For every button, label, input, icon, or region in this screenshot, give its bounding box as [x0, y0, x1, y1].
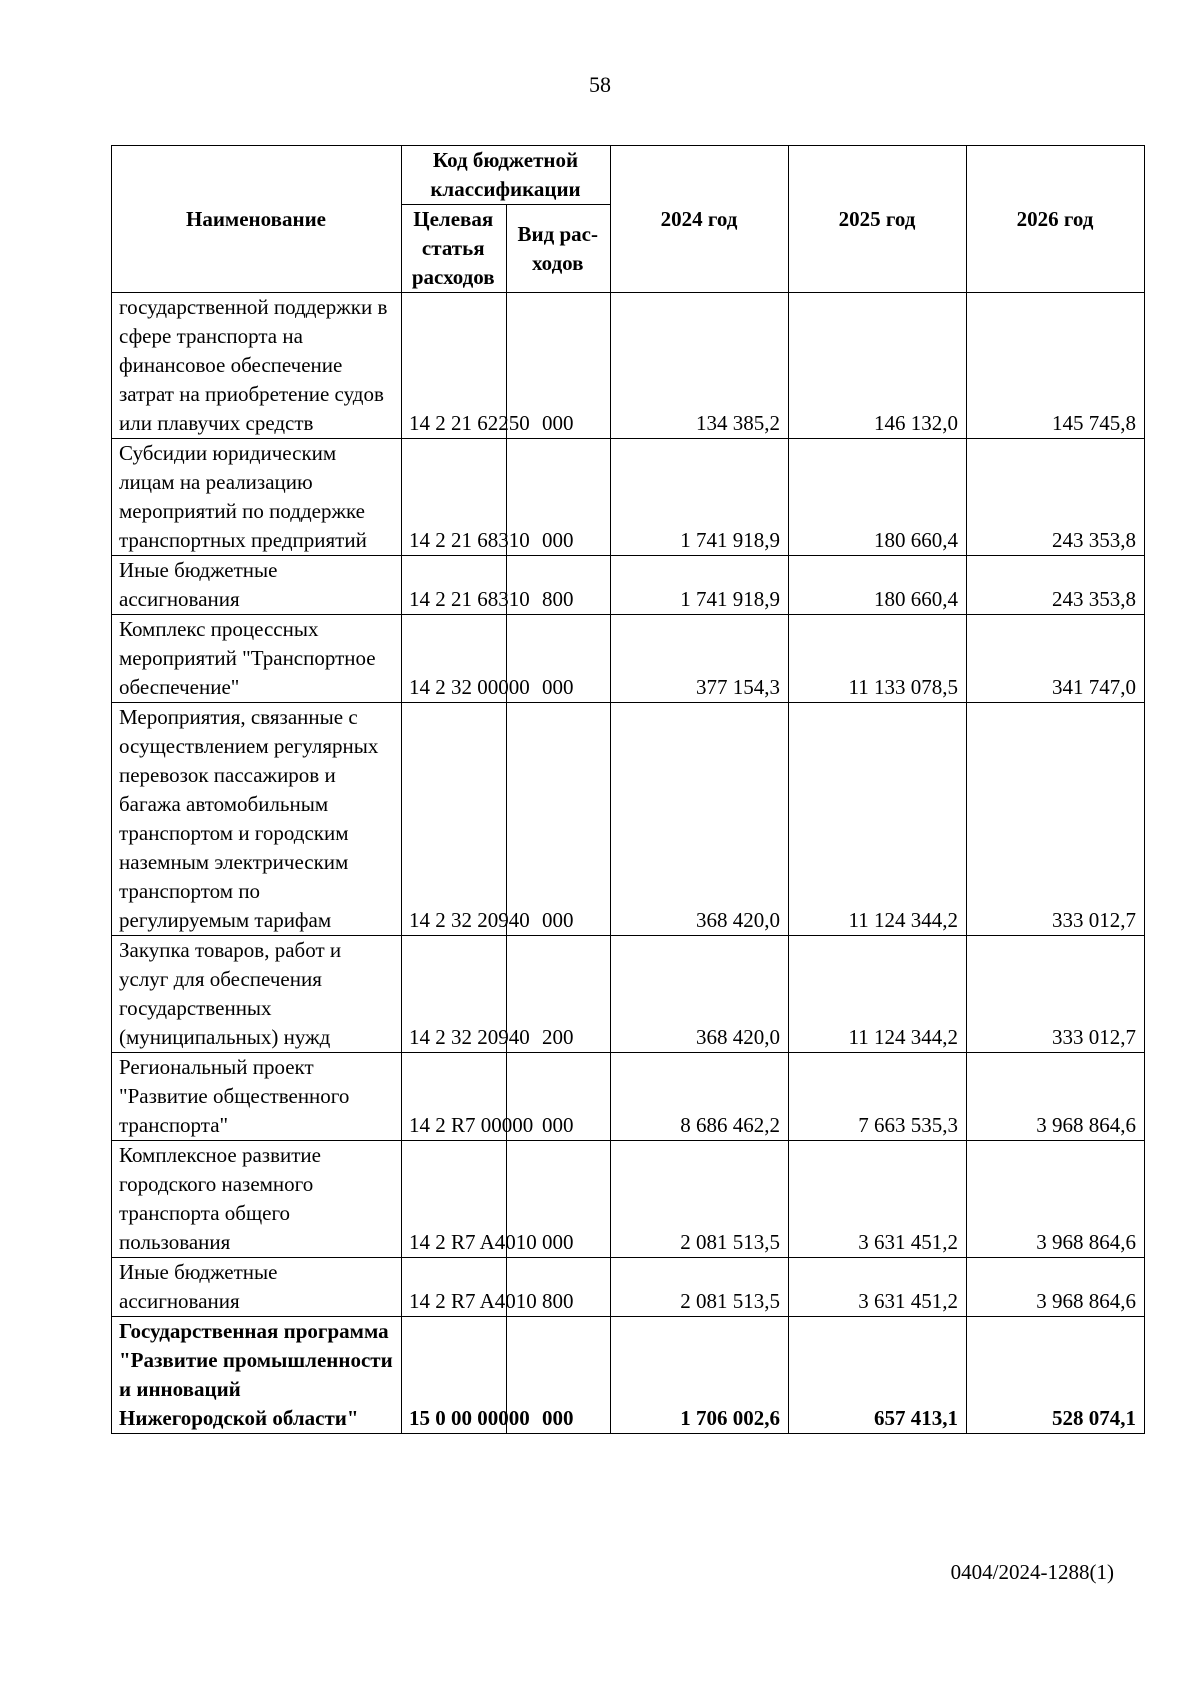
table-row	[112, 1141, 1145, 1258]
row-name: Иные бюджетные ассигнования	[112, 556, 402, 615]
row-value-2025: 11 124 344,2	[789, 936, 967, 1053]
row-target-code: 14 2 32 20940	[402, 703, 507, 936]
row-value-2026: 341 747,0	[967, 615, 1145, 703]
table-row	[112, 1053, 1145, 1141]
row-target-code: 15 0 00 00000	[402, 1317, 507, 1434]
header-code-group: Код бюджетной классификации	[402, 146, 611, 205]
row-expense-type: 200	[506, 936, 611, 1053]
table-row	[112, 293, 1145, 439]
row-name: Комплексное развитие городского наземного транспорта общего пользования	[112, 1141, 402, 1258]
row-target-code: 14 2 R7 00000	[402, 1053, 507, 1141]
row-value-2024: 134 385,2	[611, 293, 789, 439]
row-target-code: 14 2 R7 A4010	[402, 1258, 507, 1317]
row-value-2024: 8 686 462,2	[611, 1053, 789, 1141]
table-row	[112, 615, 1145, 703]
row-expense-type: 000	[506, 703, 611, 936]
row-name: Субсидии юридическим лицам на реализацию мероприятий по поддержке транспортных предприятий	[112, 439, 402, 556]
row-value-2026: 333 012,7	[967, 936, 1145, 1053]
row-expense-type: 000	[506, 439, 611, 556]
row-target-code: 14 2 21 62250	[402, 293, 507, 439]
row-expense-type: 800	[506, 1258, 611, 1317]
row-name: Комплекс процессных мероприятий "Транспортное обеспечение"	[112, 615, 402, 703]
table-row	[112, 1317, 1145, 1434]
row-value-2024: 1 741 918,9	[611, 556, 789, 615]
row-value-2025: 11 133 078,5	[789, 615, 967, 703]
row-value-2024: 2 081 513,5	[611, 1258, 789, 1317]
row-value-2024: 2 081 513,5	[611, 1141, 789, 1258]
row-value-2025: 3 631 451,2	[789, 1258, 967, 1317]
row-value-2026: 243 353,8	[967, 439, 1145, 556]
row-name: Иные бюджетные ассигнования	[112, 1258, 402, 1317]
table-header-row	[112, 146, 1145, 205]
row-expense-type: 000	[506, 615, 611, 703]
table-row	[112, 556, 1145, 615]
row-target-code: 14 2 21 68310	[402, 439, 507, 556]
row-value-2025: 180 660,4	[789, 556, 967, 615]
page-number: 58	[589, 72, 611, 97]
row-expense-type: 800	[506, 556, 611, 615]
row-name: государственной поддержки в сфере транспорта на финансовое обеспечение затрат на приобретение судов или плавучих средств	[112, 293, 402, 439]
budget-table	[111, 145, 1145, 1434]
row-value-2024: 1 741 918,9	[611, 439, 789, 556]
row-value-2025: 180 660,4	[789, 439, 967, 556]
row-value-2026: 333 012,7	[967, 703, 1145, 936]
row-value-2025: 3 631 451,2	[789, 1141, 967, 1258]
row-name: Закупка товаров, работ и услуг для обеспечения государственных (муниципальных) нужд	[112, 936, 402, 1053]
row-value-2026: 145 745,8	[967, 293, 1145, 439]
row-target-code: 14 2 32 20940	[402, 936, 507, 1053]
row-value-2026: 3 968 864,6	[967, 1141, 1145, 1258]
document-id: 0404/2024-1288(1)	[950, 1560, 1114, 1584]
row-value-2024: 1 706 002,6	[611, 1317, 789, 1434]
row-target-code: 14 2 R7 A4010	[402, 1141, 507, 1258]
row-name: Государственная программа "Развитие промышленности и инноваций Нижегородской области"	[112, 1317, 402, 1434]
row-value-2025: 146 132,0	[789, 293, 967, 439]
row-expense-type: 000	[506, 1141, 611, 1258]
table-row	[112, 1258, 1145, 1317]
row-value-2024: 368 420,0	[611, 703, 789, 936]
row-value-2024: 377 154,3	[611, 615, 789, 703]
row-value-2025: 7 663 535,3	[789, 1053, 967, 1141]
row-expense-type: 000	[506, 1317, 611, 1434]
row-value-2026: 3 968 864,6	[967, 1053, 1145, 1141]
header-2025: 2025 год	[789, 146, 967, 293]
row-expense-type: 000	[506, 1053, 611, 1141]
row-value-2026: 243 353,8	[967, 556, 1145, 615]
header-target: Целевая статья расходов	[402, 205, 507, 293]
row-value-2024: 368 420,0	[611, 936, 789, 1053]
row-value-2025: 11 124 344,2	[789, 703, 967, 936]
row-expense-type: 000	[506, 293, 611, 439]
table-row	[112, 703, 1145, 936]
header-type: Вид рас-ходов	[506, 205, 611, 293]
table-row	[112, 936, 1145, 1053]
header-name: Наименование	[112, 146, 402, 293]
header-2026: 2026 год	[967, 146, 1145, 293]
row-name: Региональный проект "Развитие общественного транспорта"	[112, 1053, 402, 1141]
row-name: Мероприятия, связанные с осуществлением регулярных перевозок пассажиров и багажа автомобильным транспортом и городским наземным электрическим транспортом по регулируемым тарифам	[112, 703, 402, 936]
row-target-code: 14 2 32 00000	[402, 615, 507, 703]
table-row	[112, 439, 1145, 556]
row-target-code: 14 2 21 68310	[402, 556, 507, 615]
row-value-2026: 528 074,1	[967, 1317, 1145, 1434]
header-2024: 2024 год	[611, 146, 789, 293]
row-value-2025: 657 413,1	[789, 1317, 967, 1434]
row-value-2026: 3 968 864,6	[967, 1258, 1145, 1317]
